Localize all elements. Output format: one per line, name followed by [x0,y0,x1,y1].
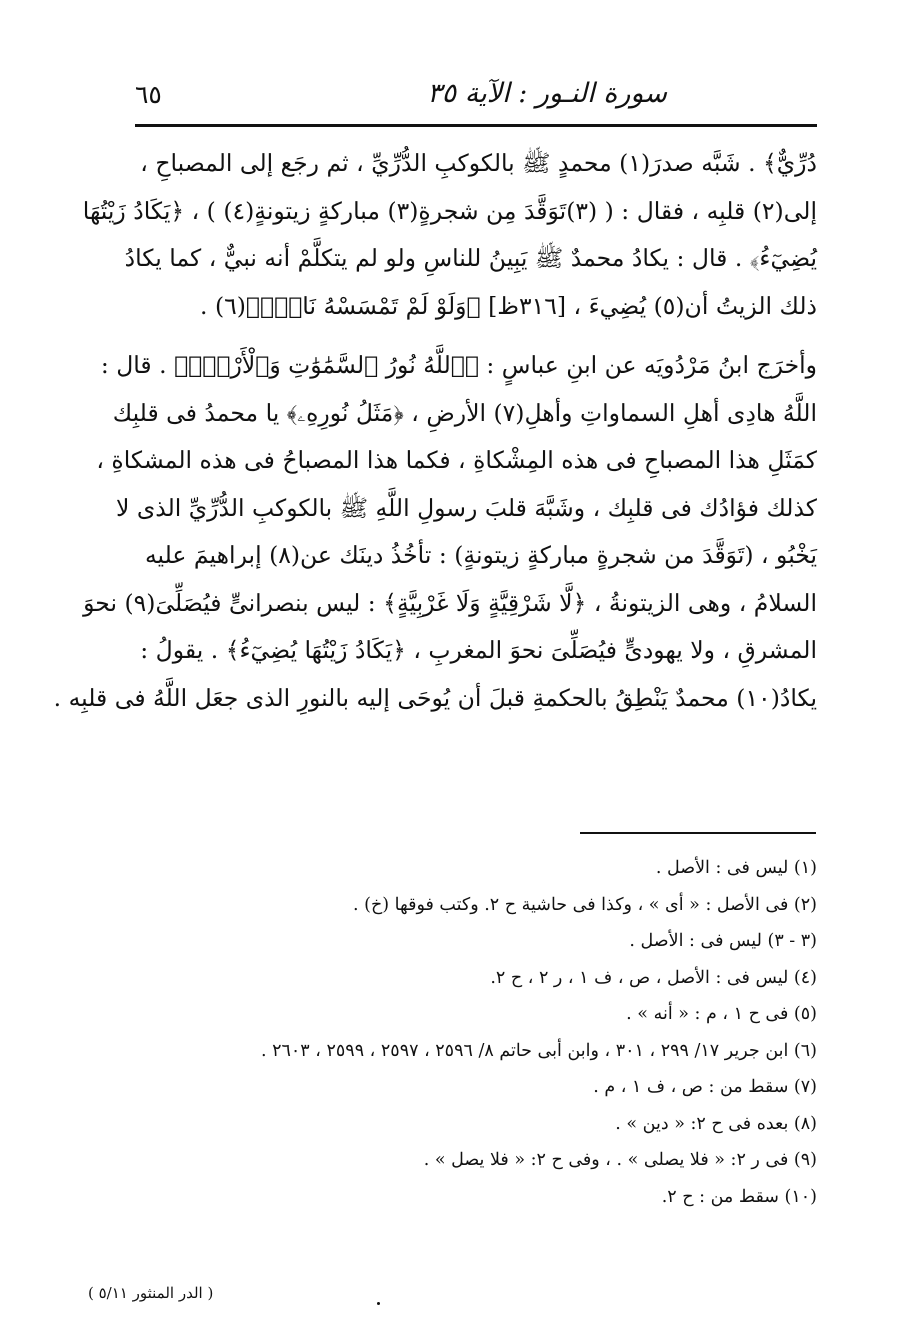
running-header [135,78,817,118]
page-number: ٦٥ [135,80,162,109]
footnote: (٥) فى ح ١ ، م : « أنه » . [626,1004,817,1024]
text-line: يَخْبُو ، (تَوَقَّدَ من شجرةٍ مباركةٍ زيتونةٍ) : تأخُذُ دينَك عن(٨) إبراهيمَ عليه [144,541,817,569]
text-line: كمَثَلِ هذا المصباحِ فى هذه المِشْكاةِ ، فكما هذا المصباحُ فى هذه المشكاةِ ، [96,446,817,474]
text-line: ذلك الزيتُ أن(٥) يُضِيءَ ، [٣١٦ظ] ﴿وَلَوْ لَمْ تَمْسَسْهُ نَارٌۚ﴾(٦) . [200,291,817,320]
text-line: كذلك فؤادُك فى قلبِك ، وشَبَّهَ قلبَ رسولِ اللَّهِ ﷺ بالكوكبِ الدُّرِّيِّ الذى لا [115,493,817,522]
text-line: السلامُ ، وهى الزيتونةُ ، ﴿لَّا شَرْقِيَّةٍ وَلَا غَرْبِيَّةٍ﴾ : ليس بنصرانىٍّ فيُصَلِّىَ(٩) نحوَ [83,588,817,617]
text-line: يكادُ(١٠) محمدٌ يَنْطِقُ بالحكمةِ قبلَ أن يُوحَى إليه بالنورِ الذى جعَل اللَّهُ فى قلبِه . [53,683,817,712]
volume-signature: ( الدر المنثور ٥/١١ ) [88,1284,214,1302]
text-line: إلى(٢) قلبِه ، فقال : ( (٣)تَوَقَّدَ مِن شجرةٍ(٣) مباركةٍ زيتونةٍ(٤) ) ، ﴿يَكَادُ زَيْتُهَا [82,196,817,225]
footnote: (٧) سقط من : ص ، ف ١ ، م . [593,1077,817,1097]
footnote: (٨) بعده فى ح ٢: « دين » . [615,1113,817,1134]
main-text [53,140,817,722]
text-line: المشرقِ ، ولا يهودىٍّ فيُصَلِّىَ نحوَ المغربِ ، ﴿يَكَادُ زَيْتُهَا يُضِيٓءُ﴾ . يقولُ : [140,636,817,664]
paragraph-2 [53,342,817,722]
text-line: وأخرَج ابنُ مَرْدُويَه عن ابنِ عباسٍ : ﴿ٱللَّهُ نُورُ ٱلسَّمَٰوَٰتِ وَٱلْأَرْضِۚ﴾ . قال : [100,351,817,379]
surah-verse-title: سورة النـور : الآية ٣٥ [427,78,667,109]
footnote: (١٠) سقط من : ح ٢. [661,1186,817,1207]
paragraph-1 [82,140,817,330]
footnote: (٣ - ٣) ليس فى : الأصل . [629,931,817,951]
page-dot-mark [377,1302,380,1305]
footnotes [135,850,817,1215]
footnote: (٤) ليس فى : الأصل ، ص ، ف ١ ، ر ٢ ، ح ٢. [490,967,817,988]
footnote: (٩) فى ر ٢: « فلا يصلى » . ، وفى ح ٢: « فلا يصل » . [423,1150,817,1170]
text-line: اللَّهُ هادِى أهلِ السماواتِ وأهلِ(٧) الأرضِ ، ﴿مَثَلُ نُورِهِۦ﴾ يا محمدُ فى قلبِك [112,398,817,427]
text-line: دُرِّيٌّ﴾ . شَبَّه صدرَ(١) محمدٍ ﷺ بالكوكبِ الدُّرِّيِّ ، ثم رجَع إلى المصباحِ ، [140,149,817,177]
footnote: (٦) ابن جرير ١٧/ ٢٩٩ ، ٣٠١ ، وابن أبى حاتم ٨/ ٢٥٩٦ ، ٢٥٩٧ ، ٢٥٩٩ ، ٢٦٠٣ . [260,1040,817,1061]
text-line: يُضِيٓءُ﴾ . قال : يكادُ محمدٌ ﷺ يَبِينُ للناسِ ولو لم يتكلَّمْ أنه نبيٌّ ، كما يكادُ [124,244,817,272]
footnote-divider [580,832,816,834]
header-divider [135,124,817,127]
footnote: (١) ليس فى : الأصل . [655,858,817,878]
footnote: (٢) فى الأصل : « أى » ، وكذا فى حاشية ح ٢. وكتب فوقها (خ) . [353,894,817,915]
